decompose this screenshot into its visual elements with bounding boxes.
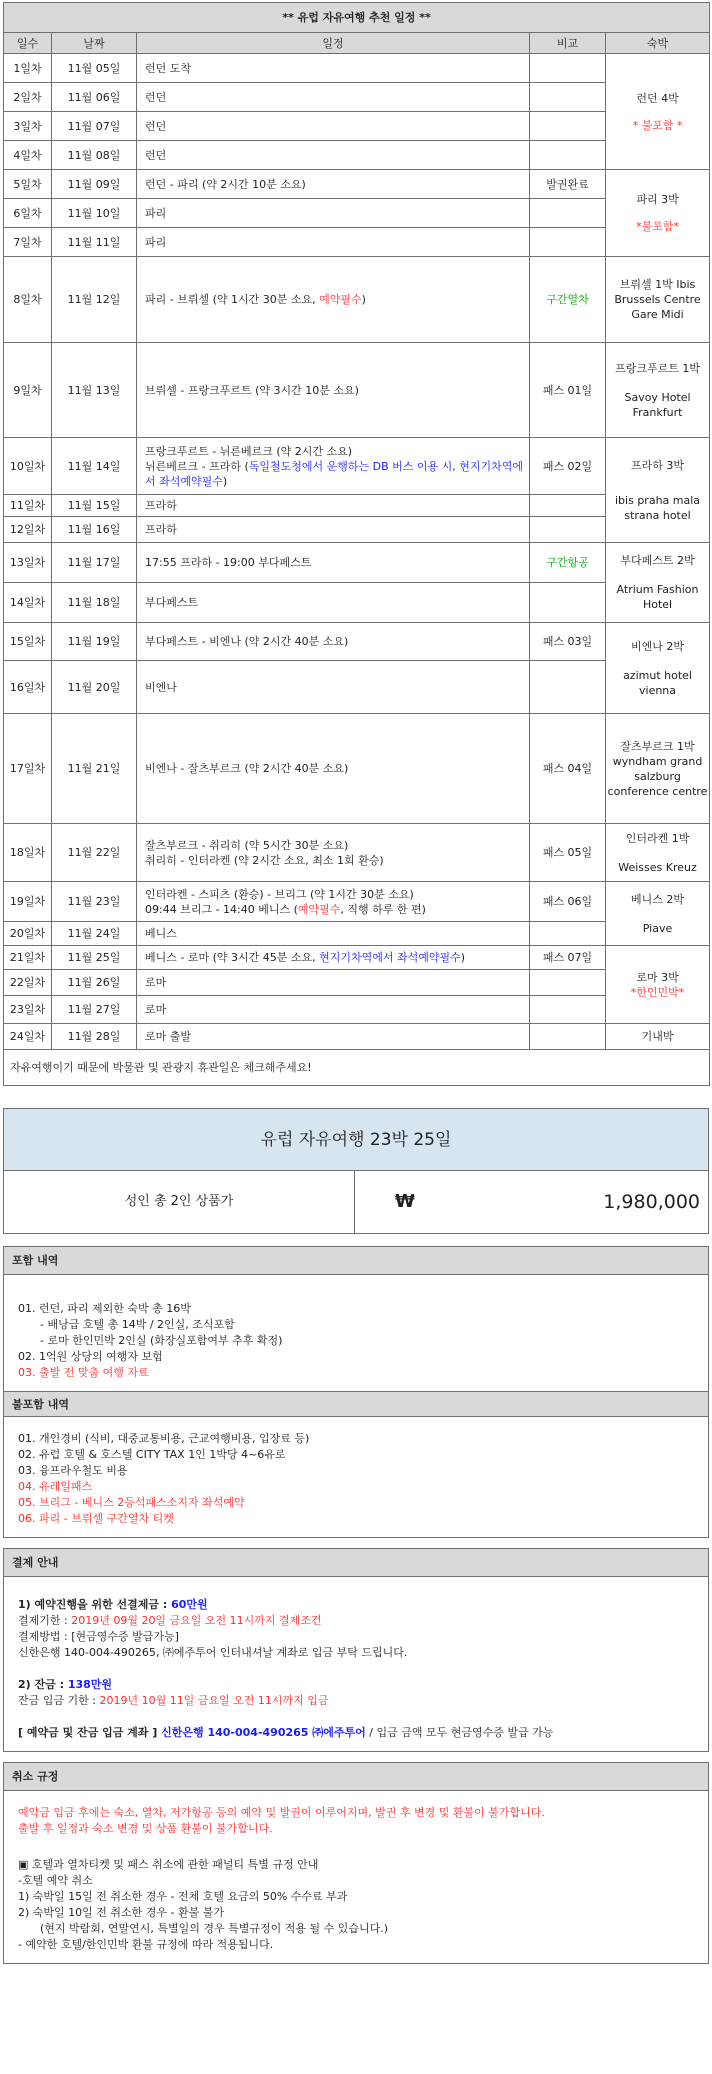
stay-salzburg: 잘츠부르크 1박 wyndham grand salzburg conference centre <box>606 714 710 824</box>
table-row <box>4 824 710 882</box>
plan-cell: 프라하 <box>137 495 530 517</box>
account-value: 신한은행 140-004-490265 ㈜에주투어 <box>161 1726 366 1739</box>
table-row <box>4 583 710 623</box>
payment-method: 결제방법 : [현금영수증 발급가능] <box>18 1630 179 1643</box>
date-cell: 11월 27일 <box>52 996 137 1024</box>
day-cell: 15일차 <box>4 623 52 661</box>
stay-name: 프랑크푸르트 1박 <box>615 361 700 375</box>
table-row <box>4 543 710 583</box>
date-cell: 11월 24일 <box>52 922 137 946</box>
date-cell: 11월 06일 <box>52 83 137 112</box>
table-row <box>4 661 710 714</box>
note-cell: 구간항공 <box>530 543 606 583</box>
day-cell: 1일차 <box>4 54 52 83</box>
list-item: 02. 1억원 상당의 여행자 보험 <box>18 1350 163 1363</box>
list-item: 02. 유럽 호텔 & 호스텔 CITY TAX 1인 1박당 4~6유로 <box>18 1448 286 1461</box>
list-item: 03. 융프라우철도 비용 <box>18 1464 128 1477</box>
plan-line: 인터라켄 - 스피츠 (환승) - 브리그 (약 1시간 30분 소요) <box>145 887 414 901</box>
note-cell <box>530 112 606 141</box>
header-day: 일수 <box>4 33 52 54</box>
note-cell <box>530 970 606 996</box>
day-cell: 13일차 <box>4 543 52 583</box>
date-cell: 11월 17일 <box>52 543 137 583</box>
plan-line-2: 취리히 - 인터라켄 (약 2시간 소요, 최소 1회 환승) <box>145 853 384 867</box>
list-item: -호텔 예약 취소 <box>18 1874 93 1887</box>
table-row <box>4 882 710 922</box>
note-cell <box>530 996 606 1024</box>
stay-hotel: azimut hotel vienna <box>623 668 692 697</box>
note-cell <box>530 1024 606 1050</box>
date-cell: 11월 07일 <box>52 112 137 141</box>
plan-text-end: ) <box>222 474 228 488</box>
stay-vienna <box>606 623 710 714</box>
plan-text-end: ) <box>460 951 466 964</box>
day-cell: 8일차 <box>4 257 52 343</box>
day-cell: 14일차 <box>4 583 52 623</box>
stay-hotel: Savoy Hotel Frankfurt <box>624 390 691 419</box>
deadline-label: 결제기한 : <box>18 1614 72 1627</box>
balance-line <box>18 1677 694 1693</box>
account-note: / 입금 금액 모두 현금영수증 발급 가능 <box>365 1726 554 1739</box>
payment-section <box>3 1548 709 1752</box>
table-row <box>4 170 710 199</box>
table-row <box>4 946 710 970</box>
excluded-heading: 불포함 내역 <box>4 1391 708 1417</box>
balance-label: 2) 잔금 : <box>18 1678 68 1691</box>
day-cell: 11일차 <box>4 495 52 517</box>
date-cell: 11월 08일 <box>52 141 137 170</box>
date-cell: 11월 12일 <box>52 257 137 343</box>
note-cell: 패스 06일 <box>530 882 606 922</box>
account-line <box>18 1725 694 1741</box>
table-row <box>4 996 710 1024</box>
plan-info: 독일철도청에서 운행하는 DB 버스 이용 시, 현지기차역에서 좌석예약필수 <box>145 459 524 488</box>
header-date: 날짜 <box>52 33 137 54</box>
table-row <box>4 1024 710 1050</box>
balance-deadline-value: 2019년 10월 11일 금요일 오전 11시까지 입금 <box>99 1694 329 1707</box>
date-cell: 11월 25일 <box>52 946 137 970</box>
day-cell: 23일차 <box>4 996 52 1024</box>
note-cell <box>530 661 606 714</box>
list-item: - 예약한 호텔/한인민박 환불 규정에 따라 적용됩니다. <box>18 1938 274 1951</box>
stay-name: 파리 3박 <box>636 193 679 206</box>
date-cell: 11월 14일 <box>52 438 137 495</box>
cancel-section <box>3 1762 709 1964</box>
day-cell: 24일차 <box>4 1024 52 1050</box>
stay-budapest <box>606 543 710 623</box>
list-item: 04. 유레일패스 <box>18 1480 93 1493</box>
balance-deadline-label: 잔금 입금 기한 : <box>18 1694 100 1707</box>
date-cell: 11월 23일 <box>52 882 137 922</box>
date-cell: 11월 11일 <box>52 228 137 257</box>
plan-cell: 로마 출발 <box>137 1024 530 1050</box>
itinerary-footer-note: 자유여행이기 때문에 박물관 및 관광지 휴관일은 체크해주세요! <box>4 1050 710 1086</box>
day-cell: 5일차 <box>4 170 52 199</box>
date-cell: 11월 18일 <box>52 583 137 623</box>
note-cell: 패스 03일 <box>530 623 606 661</box>
table-row <box>4 922 710 946</box>
stay-prague <box>606 438 710 543</box>
stay-name: 부다페스트 2박 <box>620 554 695 567</box>
note-cell: 패스 05일 <box>530 824 606 882</box>
stay-name: 인터라켄 1박 <box>625 831 690 845</box>
excluded-list <box>4 1417 708 1537</box>
plan-cell: 파리 <box>137 228 530 257</box>
date-cell: 11월 13일 <box>52 343 137 438</box>
list-item: 01. 개인경비 (식비, 대중교통비용, 근교여행비용, 입장료 등) <box>18 1432 310 1445</box>
date-cell: 11월 09일 <box>52 170 137 199</box>
plan-cell: 런던 - 파리 (약 2시간 10분 소요) <box>137 170 530 199</box>
note-cell <box>530 495 606 517</box>
table-row <box>4 343 710 438</box>
stay-name: 베니스 2박 <box>631 892 685 906</box>
list-item: 05. 브리그 - 베니스 2등석패스소지자 좌석예약 <box>18 1496 245 1509</box>
note-cell: 패스 01일 <box>530 343 606 438</box>
plan-info: 현지기차역에서 좌석예약필수 <box>319 951 461 964</box>
date-cell: 11월 10일 <box>52 199 137 228</box>
itinerary-title: ** 유럽 자유여행 추천 일정 ** <box>4 3 710 33</box>
list-item: 06. 파리 - 브뤼셀 구간열차 티켓 <box>18 1512 174 1525</box>
plan-line: 잘츠부르크 - 취리히 (약 5시간 30분 소요) <box>145 838 349 852</box>
note-cell <box>530 517 606 543</box>
account-label: [ 예약금 및 잔금 입금 계좌 ] <box>18 1726 162 1739</box>
list-item: ▣ 호텔과 열차티켓 및 패스 취소에 관한 패널티 특별 규정 안내 <box>18 1858 319 1871</box>
day-cell: 17일차 <box>4 714 52 824</box>
date-cell: 11월 28일 <box>52 1024 137 1050</box>
day-cell: 9일차 <box>4 343 52 438</box>
plan-warning: 예약필수 <box>319 293 362 306</box>
day-cell: 7일차 <box>4 228 52 257</box>
table-row <box>4 141 710 170</box>
balance-amount: 138만원 <box>67 1678 113 1691</box>
date-cell: 11월 19일 <box>52 623 137 661</box>
stay-note: *한인민박* <box>630 985 685 999</box>
day-cell: 3일차 <box>4 112 52 141</box>
deposit-amount: 60만원 <box>171 1598 208 1611</box>
plan-text-end: , 직행 하루 한 편) <box>340 902 426 916</box>
price-box <box>3 1108 709 1234</box>
plan-cell: 브뤼셀 - 프랑크푸르트 (약 3시간 10분 소요) <box>137 343 530 438</box>
header-note: 비교 <box>530 33 606 54</box>
plan-cell <box>137 257 530 343</box>
date-cell: 11월 20일 <box>52 661 137 714</box>
day-cell: 16일차 <box>4 661 52 714</box>
currency-symbol: ₩ <box>395 1191 415 1212</box>
payment-body <box>4 1577 708 1751</box>
note-cell <box>530 922 606 946</box>
plan-cell: 부다페스트 - 비엔나 (약 2시간 40분 소요) <box>137 623 530 661</box>
deadline-line <box>18 1613 694 1629</box>
stay-name: 프라하 3박 <box>631 458 685 472</box>
note-cell: 구간열차 <box>530 257 606 343</box>
deposit-line <box>18 1597 694 1613</box>
plan-cell: 17:55 프라하 - 19:00 부다페스트 <box>137 543 530 583</box>
package-title: 유럽 자유여행 23박 25일 <box>4 1109 708 1171</box>
date-cell: 11월 05일 <box>52 54 137 83</box>
deposit-label: 1) 예약진행을 위한 선결제금 : <box>18 1598 172 1611</box>
stay-note: *불포함* <box>636 220 679 233</box>
list-item: - 배낭급 호텔 총 14박 / 2인실, 조식포함 <box>40 1318 235 1331</box>
stay-paris <box>606 170 710 257</box>
stay-flight: 기내박 <box>606 1024 710 1050</box>
payment-heading: 결제 안내 <box>4 1549 708 1577</box>
stay-name: 비엔나 2박 <box>631 639 685 653</box>
date-cell: 11월 22일 <box>52 824 137 882</box>
plan-cell: 비엔나 - 잘츠부르크 (약 2시간 40분 소요) <box>137 714 530 824</box>
date-cell: 11월 16일 <box>52 517 137 543</box>
plan-text-end: ) <box>361 293 366 306</box>
header-stay: 숙박 <box>606 33 710 54</box>
plan-text: 베니스 - 로마 (약 3시간 45분 소요, <box>145 951 320 964</box>
stay-rome <box>606 946 710 1024</box>
header-plan: 일정 <box>137 33 530 54</box>
date-cell: 11월 15일 <box>52 495 137 517</box>
note-cell: 패스 02일 <box>530 438 606 495</box>
plan-line: 프랑크푸르트 - 뉘른베르크 (약 2시간 소요) <box>145 444 353 458</box>
day-cell: 6일차 <box>4 199 52 228</box>
note-cell: 패스 04일 <box>530 714 606 824</box>
cancel-body <box>4 1791 708 1963</box>
day-cell: 19일차 <box>4 882 52 922</box>
included-section <box>3 1246 709 1538</box>
stay-brussels: 브뤼셀 1박 Ibis Brussels Centre Gare Midi <box>606 257 710 343</box>
day-cell: 12일차 <box>4 517 52 543</box>
plan-cell: 로마 <box>137 970 530 996</box>
plan-warning: 예약필수 <box>297 902 341 916</box>
plan-line-2: 뉘른베르크 - 프라하 ( <box>145 459 249 473</box>
table-row <box>4 495 710 517</box>
note-cell <box>530 583 606 623</box>
plan-cell: 런던 <box>137 141 530 170</box>
stay-hotel: Piave <box>642 921 673 935</box>
plan-cell: 파리 <box>137 199 530 228</box>
included-list <box>4 1275 708 1391</box>
stay-frankfurt <box>606 343 710 438</box>
list-item: 03. 출발 전 맞춤 여행 자료 <box>18 1366 149 1379</box>
cancel-warning: 출발 후 일정과 숙소 변경 및 상품 환불이 불가합니다. <box>18 1822 273 1835</box>
plan-cell: 부다페스트 <box>137 583 530 623</box>
note-cell <box>530 228 606 257</box>
list-item: 2) 숙박일 10일 전 취소한 경우 - 환불 불가 <box>18 1906 224 1919</box>
list-item: - 로마 한인민박 2인실 (화장실포함여부 추후 확정) <box>40 1334 283 1347</box>
price-amount: 1,980,000 <box>603 1191 700 1213</box>
table-row <box>4 54 710 83</box>
plan-cell: 런던 도착 <box>137 54 530 83</box>
plan-cell: 런던 <box>137 83 530 112</box>
stay-hotel: Atrium Fashion Hotel <box>616 583 699 611</box>
plan-cell <box>137 824 530 882</box>
table-row <box>4 714 710 824</box>
stay-note: * 불포함 * <box>632 118 683 132</box>
list-item: (현지 박람회, 연말연시, 특별일의 경우 특별규정이 적용 될 수 있습니다.) <box>40 1922 389 1935</box>
plan-cell <box>137 882 530 922</box>
day-cell: 18일차 <box>4 824 52 882</box>
stay-london <box>606 54 710 170</box>
plan-text: 파리 - 브뤼셀 (약 1시간 30분 소요, <box>145 293 320 306</box>
day-cell: 20일차 <box>4 922 52 946</box>
table-row <box>4 623 710 661</box>
note-cell <box>530 199 606 228</box>
day-cell: 2일차 <box>4 83 52 112</box>
stay-hotel: Weisses Kreuz <box>618 860 697 874</box>
plan-cell <box>137 438 530 495</box>
balance-deadline-line <box>18 1693 694 1709</box>
day-cell: 22일차 <box>4 970 52 996</box>
table-row <box>4 112 710 141</box>
table-row <box>4 438 710 495</box>
stay-name: 로마 3박 <box>636 970 679 984</box>
included-heading: 포함 내역 <box>4 1247 708 1275</box>
stay-hotel: ibis praha mala strana hotel <box>615 493 701 522</box>
cancel-warning: 예약금 입금 후에는 숙소, 열차, 저가항공 등의 예약 및 발권이 이루어지며, 발권 후 변경 및 환불이 불가합니다. <box>18 1806 545 1819</box>
stay-interlaken <box>606 824 710 882</box>
note-cell <box>530 141 606 170</box>
table-row <box>4 257 710 343</box>
plan-line-2: 09:44 브리그 - 14:40 베니스 ( <box>145 902 298 916</box>
table-row <box>4 517 710 543</box>
itinerary-table <box>3 2 710 1086</box>
day-cell: 4일차 <box>4 141 52 170</box>
list-item: 1) 숙박일 15일 전 취소한 경우 - 전체 호텔 요금의 50% 수수료 부과 <box>18 1890 348 1903</box>
list-item: 01. 런던, 파리 제외한 숙박 총 16박 <box>18 1302 191 1315</box>
plan-cell: 런던 <box>137 112 530 141</box>
plan-cell: 비엔나 <box>137 661 530 714</box>
day-cell: 10일차 <box>4 438 52 495</box>
plan-cell <box>137 946 530 970</box>
table-row <box>4 228 710 257</box>
price-row <box>4 1171 708 1233</box>
date-cell: 11월 21일 <box>52 714 137 824</box>
day-cell: 21일차 <box>4 946 52 970</box>
bank-line: 신한은행 140-004-490265, ㈜에주투어 인터내셔날 계좌로 입금 부탁 드립니다. <box>18 1646 408 1659</box>
deadline-value: 2019년 09월 20일 금요일 오전 11시까지 결제조건 <box>71 1614 322 1627</box>
table-row <box>4 970 710 996</box>
cancel-heading: 취소 규정 <box>4 1763 708 1791</box>
plan-cell: 프라하 <box>137 517 530 543</box>
stay-name: 런던 4박 <box>636 91 679 105</box>
plan-cell: 베니스 <box>137 922 530 946</box>
note-cell <box>530 83 606 112</box>
price-label: 성인 총 2인 상품가 <box>4 1171 355 1233</box>
note-cell: 패스 07일 <box>530 946 606 970</box>
stay-venice <box>606 882 710 946</box>
note-cell: 발권완료 <box>530 170 606 199</box>
note-cell <box>530 54 606 83</box>
plan-cell: 로마 <box>137 996 530 1024</box>
table-row <box>4 83 710 112</box>
date-cell: 11월 26일 <box>52 970 137 996</box>
table-row <box>4 199 710 228</box>
